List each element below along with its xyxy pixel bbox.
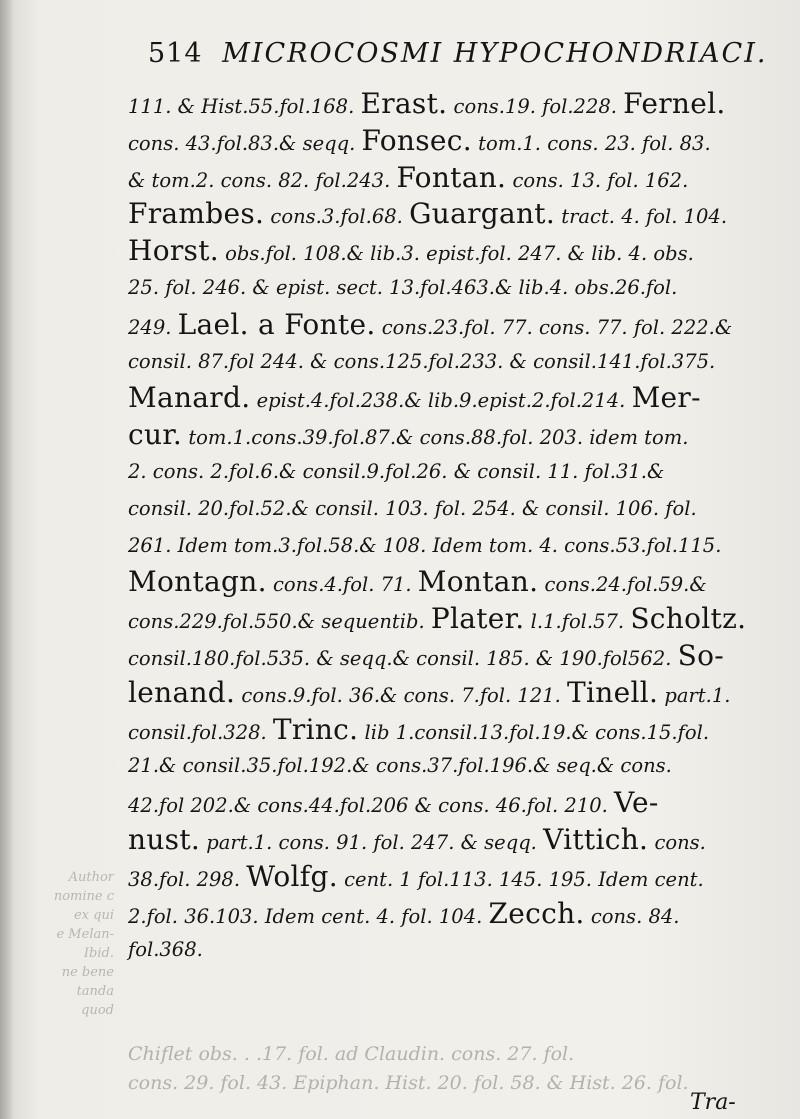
text-line <box>128 748 778 785</box>
show-through-line: Ibid. <box>83 946 114 961</box>
citation-text: cons. 43.fol.83.& seqq. <box>128 131 362 155</box>
text-line <box>128 859 778 896</box>
text-line <box>128 86 778 123</box>
citation-text: part.1. <box>658 683 731 707</box>
text-line <box>128 932 778 969</box>
text-line <box>128 564 778 601</box>
text-line <box>128 675 778 712</box>
citation-text: cons.23.fol. 77. cons. 77. fol. 222.& <box>375 315 733 339</box>
show-through-line: tanda <box>76 984 114 999</box>
citation-text: consil. 20.fol.52.& consil. 103. fol. 254. & consil. 106. fol. <box>128 496 697 520</box>
text-line <box>128 491 778 528</box>
text-line <box>128 896 778 933</box>
citation-text: consil.180.fol.535. & seqq.& consil. 185. & 190.fol562. <box>128 646 678 670</box>
show-through-line: Author <box>68 870 114 885</box>
text-line <box>128 123 778 160</box>
text-block <box>128 86 778 969</box>
text-line <box>128 160 778 197</box>
text-line <box>128 638 778 675</box>
show-through-line: Chiflet obs. . .17. fol. ad Claudin. cons. 27. fol. <box>128 1043 575 1065</box>
citation-text: obs.fol. 108.& lib.3. epist.fol. 247. & lib. 4. obs. <box>218 242 694 266</box>
citation-text: tract. 4. fol. 104. <box>555 205 728 229</box>
show-through-margin-text <box>18 868 114 1020</box>
author-name: Lael. a Fonte. <box>177 307 376 341</box>
citation-text: cons.4.fol. 71. <box>266 573 418 597</box>
citation-text: 38.fol. 298. <box>128 867 247 891</box>
citation-text: lib 1.consil.13.fol.19.& cons.15.fol. <box>358 720 710 744</box>
citation-text: 2.fol. 36.103. Idem cent. 4. fol. 104. <box>128 904 489 928</box>
citation-text: & tom.2. cons. 82. fol.243. <box>128 168 397 192</box>
author-name: Zecch. <box>488 896 585 930</box>
author-name: Wolfg. <box>246 859 338 893</box>
citation-text: tom.1.cons.39.fol.87.& cons.88.fol. 203. idem tom. <box>182 426 689 450</box>
author-name: Mer- <box>631 381 701 415</box>
citation-text: 261. Idem tom.3.fol.58.& 108. Idem tom. 4. cons.53.fol.115. <box>128 533 722 557</box>
text-line <box>128 785 778 822</box>
running-header <box>148 38 768 78</box>
citation-text: cons. 13. fol. 162. <box>506 168 689 192</box>
author-name: Manard. <box>128 381 251 415</box>
show-through-line: quod <box>81 1003 114 1018</box>
show-through-line: e Melan- <box>56 927 114 942</box>
show-through-line: ex qui <box>73 908 114 923</box>
text-line <box>128 528 778 565</box>
running-title: MICROCOSMI HYPOCHONDRIACI. <box>222 38 768 69</box>
citation-text: 2. cons. 2.fol.6.& consil.9.fol.26. & consil. 11. fol.31.& <box>128 459 665 483</box>
citation-text: cons.229.fol.550.& sequentib. <box>128 610 431 634</box>
author-name: Tinell. <box>567 675 659 709</box>
text-line <box>128 344 778 381</box>
citation-text: tom.1. cons. 23. fol. 83. <box>471 131 711 155</box>
text-line <box>128 454 778 491</box>
text-line <box>128 233 778 270</box>
text-line <box>128 380 778 417</box>
author-name: lenand. <box>128 675 236 709</box>
citation-text: cons.3.fol.68. <box>264 205 410 229</box>
author-name: Fernel. <box>623 87 726 120</box>
author-name: Guargant. <box>409 197 556 231</box>
author-name: Ve- <box>614 786 659 820</box>
citation-text: cons.9.fol. 36.& cons. 7.fol. 121. <box>235 683 568 707</box>
citation-text: cons.19. fol.228. <box>447 95 624 118</box>
author-name: Trinc. <box>272 712 359 746</box>
citation-text: 21.& consil.35.fol.192.& cons.37.fol.196.& seq.& cons. <box>128 754 672 778</box>
author-name: Scholtz. <box>630 602 747 636</box>
author-name: Horst. <box>128 234 219 268</box>
author-name: Fonsec. <box>361 123 472 157</box>
author-name: Plater. <box>430 602 525 636</box>
author-name: Fontan. <box>396 160 507 194</box>
show-through-line: ne bene <box>61 965 114 980</box>
show-through-line: cons. 29. fol. 43. Epiphan. Hist. 20. fol. 58. & Hist. 26. fol. <box>128 1072 689 1094</box>
author-name: Erast. <box>360 87 448 120</box>
citation-text: epist.4.fol.238.& lib.9.epist.2.fol.214. <box>250 389 632 413</box>
author-name: Vittich. <box>543 822 649 856</box>
text-line <box>128 712 778 749</box>
citation-text: fol.368. <box>128 938 203 962</box>
page-number: 514 <box>148 38 203 69</box>
author-name: Frambes. <box>128 197 265 231</box>
author-name: So- <box>677 638 725 672</box>
citation-text: 111. & Hist.55.fol.168. <box>128 95 361 118</box>
text-line <box>128 270 778 307</box>
author-name: nust. <box>128 822 201 856</box>
citation-text: consil.fol.328. <box>128 720 273 744</box>
citation-text: cons. 84. <box>584 904 680 928</box>
author-name: cur. <box>128 418 183 452</box>
citation-text: part.1. cons. 91. fol. 247. & seqq. <box>200 830 544 854</box>
citation-text: 25. fol. 246. & epist. sect. 13.fol.463.& lib.4. obs.26.fol. <box>128 275 678 299</box>
author-name: Montan. <box>417 565 539 599</box>
citation-text: cons. <box>648 830 706 854</box>
text-line <box>128 307 778 344</box>
citation-text: l.1.fol.57. <box>524 610 631 634</box>
show-through-bottom-text <box>128 1040 689 1098</box>
citation-text: cent. 1 fol.113. 145. 195. Idem cent. <box>337 867 704 891</box>
page-gutter-shadow <box>0 0 14 1119</box>
author-name: Montagn. <box>128 565 267 599</box>
show-through-line: nomine c <box>53 889 114 904</box>
citation-text: consil. 87.fol 244. & cons.125.fol.233. & consil.141.fol.375. <box>128 349 716 373</box>
text-line <box>128 601 778 638</box>
citation-text: 249. <box>128 315 178 339</box>
text-line <box>128 196 778 233</box>
citation-text: 42.fol 202.& cons.44.fol.206 & cons. 46.fol. 210. <box>128 794 615 818</box>
text-line <box>128 417 778 454</box>
text-line <box>128 822 778 859</box>
citation-text: cons.24.fol.59.& <box>538 573 707 597</box>
catchword: Tra- <box>690 1090 736 1115</box>
